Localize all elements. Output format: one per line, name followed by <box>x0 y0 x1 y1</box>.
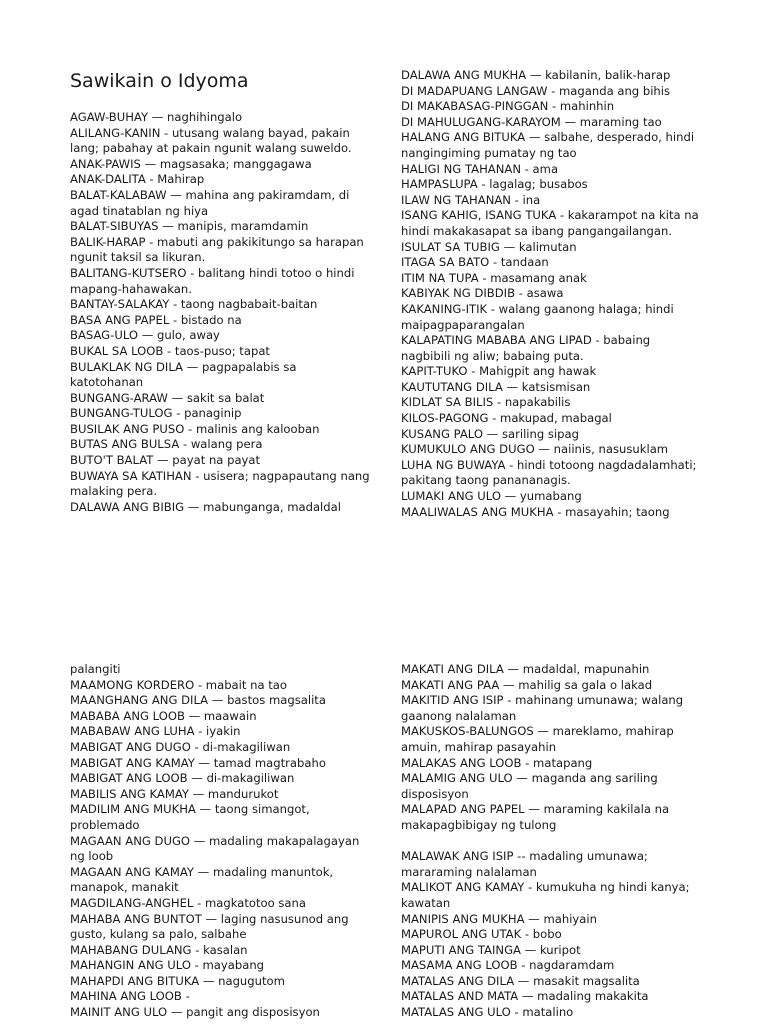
idiom-entry: MAHAPDI ANG BITUKA — nagugutom <box>70 973 285 988</box>
idiom-entry: MAPUTI ANG TAINGA — kuripot <box>401 942 581 957</box>
idiom-entry: MABIGAT ANG DUGO - di-makagiliwan <box>70 739 291 754</box>
idiom-entry: HAMPASLUPA - lagalag; busabos <box>401 177 588 192</box>
entry-list <box>401 68 701 520</box>
idiom-entry: DI MAKABASAG-PINGGAN - mahinhin <box>401 99 615 114</box>
idiom-entry: BULAKLAK NG DILA — pagpapalabis sa katotohanan <box>70 359 297 390</box>
entry-list <box>70 662 370 1021</box>
top-left-column <box>70 68 370 515</box>
idiom-entry: BASAG-ULO — gulo, away <box>70 328 220 343</box>
idiom-entry: MANIPIS ANG MUKHA — mahiyain <box>401 911 597 926</box>
idiom-entry: HALANG ANG BITUKA — salbahe, desperado, hindi nangingiming pumatay ng tao <box>401 130 695 160</box>
idiom-entry: MABILIS ANG KAMAY — mandurukot <box>70 786 279 801</box>
idiom-entry: MAANGHANG ANG DILA — bastos magsalita <box>70 693 326 708</box>
idiom-entry: MAHABANG DULANG - kasalan <box>70 942 248 957</box>
idiom-entry: MABABA ANG LOOB — maawain <box>70 708 257 723</box>
idiom-entry: BASA ANG PAPEL - bistado na <box>70 312 242 327</box>
idiom-entry: KAKANING-ITIK - walang gaanong halaga; hindi maipagpaparangalan <box>401 301 674 332</box>
idiom-entry: KILOS-PAGONG - makupad, mabagal <box>401 411 612 426</box>
idiom-entry: MATALAS ANG DILA — masakit magsalita <box>401 973 640 988</box>
idiom-entry: ILAW NG TAHANAN - ina <box>401 192 541 207</box>
idiom-entry: BUTO'T BALAT — payat na payat <box>70 453 261 468</box>
document-title: Sawikain o Idyoma <box>70 70 249 92</box>
idiom-entry: MAPUROL ANG UTAK - bobo <box>401 927 562 942</box>
idiom-entry: ISANG KAHIG, ISANG TUKA - kakarampot na kita na hindi makakasapat sa ibang pangangailangan. <box>401 208 699 238</box>
idiom-entry: DALAWA ANG MUKHA — kabilanin, balik-harap <box>401 68 671 82</box>
idiom-entry: MABIGAT ANG KAMAY — tamad magtrabaho <box>70 755 326 770</box>
idiom-entry: KUSANG PALO — sariling sipag <box>401 426 579 441</box>
idiom-entry: LUHA NG BUWAYA - hindi totoong nagdadalamhati; pakitang taong panananagis. <box>401 457 697 488</box>
idiom-entry: KUMUKULO ANG DUGO — naiinis, nasusuklam <box>401 442 669 457</box>
idiom-entry: BUWAYA SA KATIHAN - usisera; nagpapautang nang malaking pera. <box>70 468 370 499</box>
page-bottom <box>0 660 768 1024</box>
idiom-entry: DI MAHULUGANG-KARAYOM — maraming tao <box>401 114 662 129</box>
idiom-entry: MAKITID ANG ISIP - mahinang umunawa; walang gaanong nalalaman <box>401 693 684 723</box>
idiom-entry: MABIGAT ANG LOOB — di-makagiliwan <box>70 771 295 786</box>
idiom-entry: BALIK-HARAP - mabuti ang pakikitungo sa harapan ngunit taksil sa likuran. <box>70 234 364 265</box>
idiom-entry: ITIM NA TUPA - masamang anak <box>401 270 587 285</box>
idiom-entry: MAGAAN ANG KAMAY — madaling manuntok, manapok, manakit <box>70 864 334 895</box>
idiom-entry: MATALAS ANG ULO - matalino <box>401 1005 574 1020</box>
idiom-entry: KIDLAT SA BILIS - napakabilis <box>401 395 571 410</box>
idiom-entry: ISULAT SA TUBIG — kalimutan <box>401 239 577 254</box>
idiom-entry: MAGDILANG-ANGHEL - magkatotoo sana <box>70 895 306 910</box>
idiom-entry: KAUTUTANG DILA — katsismisan <box>401 379 591 394</box>
idiom-entry: palangiti <box>70 662 121 676</box>
idiom-entry: ALILANG-KANIN - utusang walang bayad, pakain lang; pabahay at pakain ngunit walang suweldo. <box>70 125 352 156</box>
idiom-entry: BANTAY-SALAKAY - taong nagbabait-baitan <box>70 297 318 312</box>
idiom-entry: DI MADAPUANG LANGAW - maganda ang bihis <box>401 83 671 98</box>
idiom-entry: HALIGI NG TAHANAN - ama <box>401 161 559 176</box>
idiom-entry: KABIYAK NG DIBDIB - asawa <box>401 286 564 301</box>
bottom-right-column <box>401 662 701 1021</box>
idiom-entry: MAKATI ANG DILA — madaldal, mapunahin <box>401 662 650 676</box>
idiom-entry: MAHANGIN ANG ULO - mayabang <box>70 958 265 973</box>
idiom-entry: BUNGANG-ARAW — sakit sa balat <box>70 390 265 405</box>
idiom-entry: MALAMIG ANG ULO — maganda ang sariling disposisyon <box>401 771 658 801</box>
idiom-entry: BALAT-KALABAW — mahina ang pakiramdam, di agad tinatablan ng hiya <box>70 187 350 218</box>
idiom-entry: BALITANG-KUTSERO - balitang hindi totoo o hindi mapang-hahawakan. <box>70 265 355 296</box>
idiom-entry: KAPIT-TUKO - Mahigpit ang hawak <box>401 364 597 379</box>
idiom-entry: KALAPATING MABABA ANG LIPAD - babaing nagbibili ng aliw; babaing puta. <box>401 333 651 363</box>
idiom-entry: MADILIM ANG MUKHA — taong simangot, problemado <box>70 802 310 832</box>
idiom-entry: MALIKOT ANG KAMAY - kumukuha ng hindi kanya; kawatan <box>401 880 690 910</box>
idiom-entry: LUMAKI ANG ULO — yumabang <box>401 489 582 504</box>
idiom-entry: MABABAW ANG LUHA - iyakin <box>70 724 241 739</box>
idiom-entry: ANAK-PAWIS — magsasaka; manggagawa <box>70 156 312 171</box>
idiom-entry: BUKAL SA LOOB - taos-puso; tapat <box>70 343 270 358</box>
entry-list <box>70 110 370 515</box>
idiom-entry: MAKUSKOS-BALUNGOS — mareklamo, mahirap amuin, mahirap pasayahin <box>401 724 674 754</box>
idiom-entry: MAHINA ANG LOOB - <box>70 989 190 1004</box>
idiom-entry: MALAWAK ANG ISIP -- madaling umunawa; mararaming nalalaman <box>401 849 648 879</box>
idiom-entry: MATALAS AND MATA — madaling makakita <box>401 989 649 1004</box>
idiom-entry: ITAGA SA BATO - tandaan <box>401 255 549 270</box>
idiom-entry: MAINIT ANG ULO — pangit ang disposisyon <box>70 1005 320 1020</box>
idiom-entry: AGAW-BUHAY — naghihingalo <box>70 110 243 124</box>
idiom-entry: MAKATI ANG PAA — mahilig sa gala o lakad <box>401 677 653 692</box>
top-right-column <box>401 68 701 520</box>
idiom-entry: MAAMONG KORDERO - mabait na tao <box>70 677 287 692</box>
idiom-entry: DALAWA ANG BIBIG — mabunganga, madaldal <box>70 499 341 514</box>
idiom-entry: BUTAS ANG BULSA - walang pera <box>70 437 263 452</box>
bottom-left-column <box>70 662 370 1021</box>
idiom-entry: BUNGANG-TULOG - panaginip <box>70 406 242 421</box>
idiom-entry: BUSILAK ANG PUSO - malinis ang kalooban <box>70 421 320 436</box>
idiom-entry: MASAMA ANG LOOB - nagdaramdam <box>401 958 615 973</box>
idiom-entry: MALAKAS ANG LOOB - matapang <box>401 755 593 770</box>
entry-list <box>401 662 701 1021</box>
idiom-entry: MALAPAD ANG PAPEL — maraming kakilala na makapagbibigay ng tulong <box>401 802 670 832</box>
idiom-entry: MAALIWALAS ANG MUKHA - masayahin; taong <box>401 504 670 519</box>
idiom-entry: BALAT-SIBUYAS — manipis, maramdamin <box>70 219 309 234</box>
idiom-entry: ANAK-DALITA - Mahirap <box>70 172 205 187</box>
idiom-entry: MAGAAN ANG DUGO — madaling makapalagayan ng loob <box>70 833 360 864</box>
idiom-entry: MAHABA ANG BUNTOT — laging nasusunod ang gusto, kulang sa palo, salbahe <box>70 911 349 942</box>
